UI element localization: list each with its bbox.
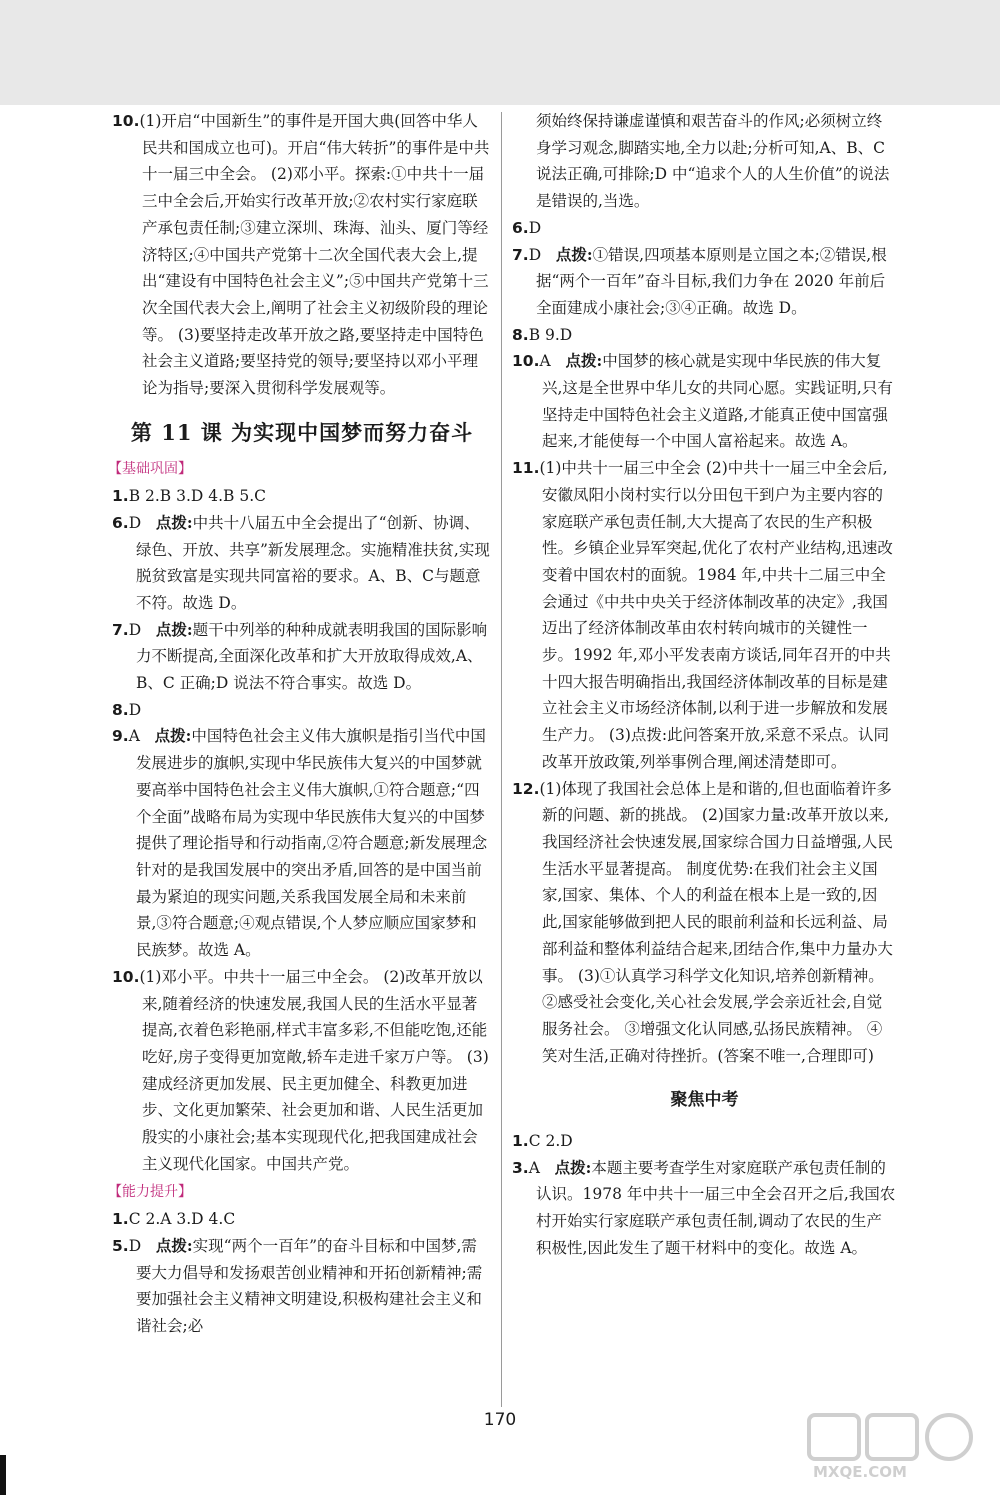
answer-letter: A — [128, 727, 140, 746]
answer-text: 实现“两个一百年”的奋斗目标和中国梦,需要大力倡导和发扬艰苦创业精神和开拓创新精神;需要加强社会主义精神文明建设,积极构建社会主义和谐社会;必 — [136, 1236, 483, 1335]
answer-text: 中国梦的核心就是实现中华民族的伟大复兴,这是全世界中华儿女的共同心愿。实践证明,只有坚持走中国特色社会主义道路,才能真正使中国富强起来,才能使每一个中国人富裕起来。故选 A。 — [542, 352, 893, 451]
answer-item — [112, 723, 492, 963]
watermark-logo — [807, 1411, 982, 1483]
continuation-text: 须始终保持谦虚谨慎和艰苦奋斗的作风;必须树立终身学习观念,脚踏实地,全力以赴;分析可知,A、B、C 说法正确,可排除;D 中“追求个人的人生价值”的说法是错误的,当选。 — [536, 112, 890, 211]
hint-label: 点拨: — [554, 1157, 592, 1177]
answer-letter: D — [528, 245, 542, 264]
page-number: 170 — [483, 1410, 517, 1430]
answer-letter: D — [128, 1236, 142, 1255]
question-number: 8. — [512, 325, 529, 344]
question-number: 7. — [512, 245, 529, 264]
question-number: 10. — [112, 967, 140, 986]
answer-item — [112, 697, 492, 724]
answer-item — [112, 510, 492, 617]
answer-item — [512, 1155, 897, 1262]
answer-item — [112, 617, 492, 697]
answer-text: (1)中共十一届三中全会 (2)中共十一届三中全会后,安徽凤阳小岗村实行以分田包干到户为主要内容的家庭联产承包责任制,大大提高了农民的生产积极性。乡镇企业异军突起,优化了农村产业结构,迅速改变着中国农村的面貌。1984 年,中共十二届三中全会通过《中共中央关于经济体制改革的决定》,我国迈出了经济体制改革由农村转向城市的关键性一步。1992 年,邓小平发表南方谈话,同年召开的中共十四大报告明确指出,我国经济体制改革的目标是建立社会主义市场经济体制,以利于进一步解放和发展生产力。 (3)点拨:此问答案开放,采意不采点。认同改革开放政策,列举事例合理,阐述清楚即可。 — [539, 459, 893, 771]
hint-label: 点拨: — [555, 244, 593, 264]
answer-text: (1)体现了我国社会总体上是和谐的,但也面临着许多新的问题、新的挑战。 (2)国家力量:改革开放以来,我国经济社会快速发展,国家综合国力日益增强,人民生活水平显著提高。 制度优势:在我们社会主义国家,国家、集体、个人的利益在根本上是一致的,因此,国家能够做到把人民的眼前利益和长远利益、局部利益和整体利益结合起来,团结合作,集中力量办大事。 (3)①认真学习科学文化知识,培养创新精神。 ②感受社会变化,关心社会发展,学会亲近社会,自觉服务社会。 ③增强文化认同感,弘扬民族精神。 ④笑对生活,正确对待挫折。(答案不唯一,合理即可) — [539, 779, 893, 1065]
hint-label: 点拨: — [565, 351, 603, 371]
answer-item — [512, 215, 897, 242]
answer-item — [512, 322, 897, 349]
question-number: 1. — [112, 487, 129, 506]
scan-edge-mark — [0, 1455, 6, 1495]
question-number: 10. — [512, 352, 540, 371]
lesson-title: 第 11 课 为实现中国梦而努力奋斗 — [130, 419, 474, 445]
column-divider — [501, 112, 502, 1407]
question-number: 5. — [112, 1236, 129, 1255]
answer-letter: A — [539, 352, 551, 371]
answer-text: B 9.D — [528, 325, 573, 344]
question-number: 1. — [512, 1132, 529, 1151]
answer-text: 本题主要考查学生对家庭联产承包责任制的认识。1978 年中共十一届三中全会召开之后,我国农村开始实行家庭联产承包责任制,调动了农民的生产积极性,因此发生了题干材料中的变化。故选 A。 — [536, 1158, 896, 1257]
answer-text: C 2.D — [528, 1132, 573, 1151]
section-title-exam: 聚焦中考 — [670, 1090, 739, 1111]
answer-item — [512, 242, 897, 322]
question-number: 3. — [512, 1158, 529, 1177]
answer-text: D — [528, 218, 542, 237]
hint-label: 点拨: — [155, 512, 193, 532]
section-tag-ability: 【能力提升】 — [108, 1184, 192, 1201]
scan-top-margin — [0, 0, 1000, 105]
question-number: 12. — [512, 779, 540, 798]
answer-item — [512, 455, 897, 775]
answer-item — [112, 964, 492, 1178]
question-number: 8. — [112, 700, 129, 719]
question-number: 7. — [112, 620, 129, 639]
answer-item — [512, 348, 897, 455]
question-number: 1. — [112, 1210, 129, 1229]
question-number: 6. — [112, 513, 129, 532]
hint-label: 点拨: — [155, 619, 193, 639]
right-column — [512, 108, 897, 1262]
answer-text: 中共十八届五中全会提出了“创新、协调、绿色、开放、共享”新发展理念。实施精准扶贫,实现脱贫致富是实现共同富裕的要求。A、B、C与题意不符。故选 D。 — [136, 513, 490, 612]
answer-text: (1)邓小平。中共十一届三中全会。 (2)改革开放以来,随着经济的快速发展,我国人民的生活水平显著提高,衣着色彩艳丽,样式丰富多彩,不但能吃饱,还能吃好,房子变得更加宽敞,轿车走进千家万户等。 (3)建成经济更加发展、民主更加健全、科教更加进步、文化更加繁荣、社会更加和谐、人民生活更加殷实的小康社会;基本实现现代化,把我国建成社会主义现代化国家。中国共产党。 — [139, 967, 489, 1173]
question-number: 9. — [112, 727, 129, 746]
question-number: 10. — [112, 112, 140, 130]
answer-text: D — [128, 700, 142, 719]
answer-item — [512, 1128, 897, 1155]
answer-item — [112, 1206, 492, 1233]
answer-text: C 2.A 3.D 4.C — [128, 1210, 236, 1229]
svg-text:MXQE.COM: MXQE.COM — [813, 1463, 907, 1481]
answer-text: B 2.B 3.D 4.B 5.C — [128, 487, 267, 506]
question-number: 11. — [512, 459, 540, 478]
answer-item — [112, 1233, 492, 1340]
section-tag-basic: 【基础巩固】 — [108, 461, 192, 478]
answer-item — [112, 483, 492, 510]
answer-text: ①错误,四项基本原则是立国之本;②错误,根据“两个一百年”奋斗目标,我们力争在 2020 年前后全面建成小康社会;③④正确。故选 D。 — [536, 245, 887, 317]
hint-label: 点拨: — [155, 1235, 193, 1255]
question-number: 6. — [512, 218, 529, 237]
answer-text: 中国特色社会主义伟大旗帜是指引当代中国发展进步的旗帜,实现中华民族伟大复兴的中国梦就要高举中国特色社会主义伟大旗帜,①符合题意;“四个全面”战略布局为实现中华民族伟大复兴的中国梦提供了理论指导和行动指南,②符合题意;新发展理念针对的是我国发展中的突出矛盾,回答的是中国当前最为紧迫的现实问题,关系我国发展全局和未来前景,③符合题意;④观点错误,个人梦应顺应国家梦和民族梦。故选 A。 — [136, 727, 488, 960]
left-column — [108, 108, 492, 1340]
answer-letter: D — [128, 513, 142, 532]
answer-text: 题干中列举的种种成就表明我国的国际影响力不断提高,全面深化改革和扩大开放取得成效,A、B、C 正确;D 说法不符合事实。故选 D。 — [136, 620, 488, 693]
hint-label: 点拨: — [154, 726, 192, 746]
answer-item — [112, 108, 492, 402]
answer-letter: D — [128, 620, 142, 639]
answer-letter: A — [528, 1158, 540, 1177]
answer-text: (1)开启“中国新生”的事件是开国大典(回答中华人民共和国成立也可)。开启“伟大转折”的事件是中共十一届三中全会。 (2)邓小平。探索:①中共十一届三中全会后,开始实行改革开放;②农村实行家庭联产承包责任制;③建立深圳、珠海、汕头、厦门等经济特区;④中国共产党第十二次全国代表大会上,提出“建设有中国特色社会主义”;⑤中国共产党第十三次全国代表大会上,阐明了社会主义初级阶段的理论等。 (3)要坚持走改革开放之路,要坚持走中国特色社会主义道路;要坚持党的领导;要坚持以邓小平理论为指导;要深入贯彻科学发展观等。 — [139, 112, 490, 398]
answer-item — [512, 776, 897, 1070]
